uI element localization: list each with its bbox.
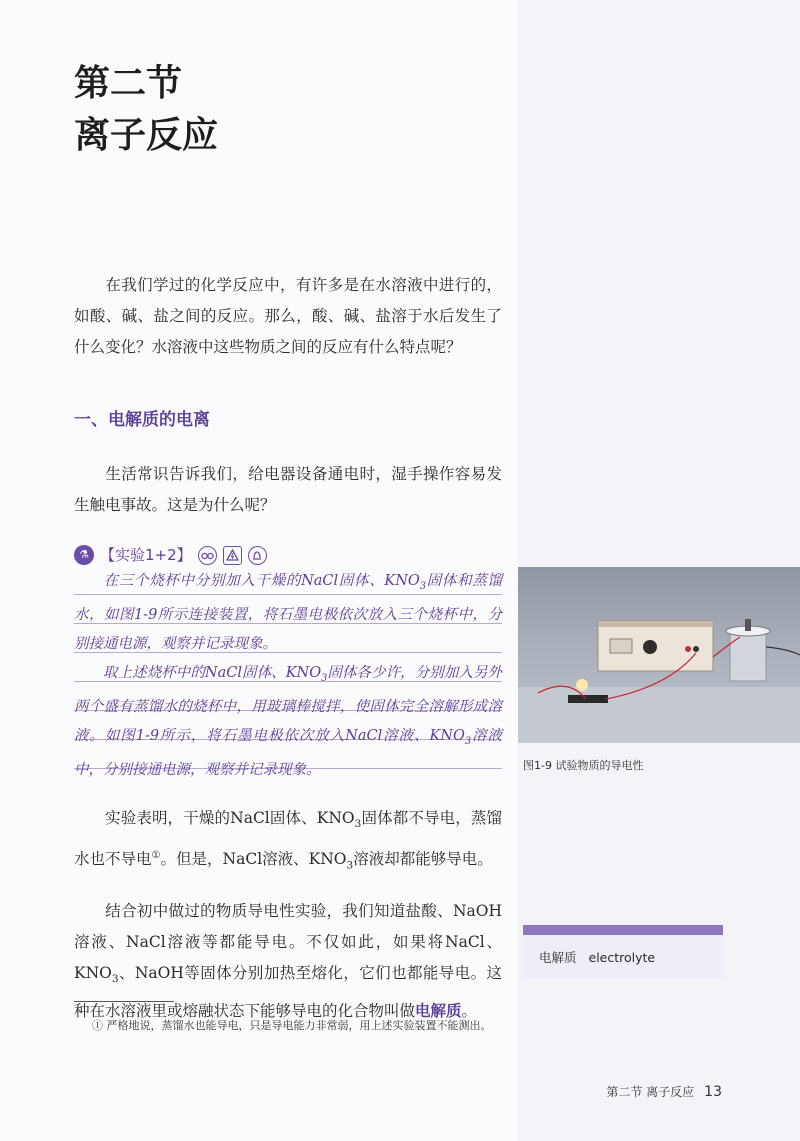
step2-part-c: 固体各少许，分别加入另外两个盛有蒸馏水的烧杯中，用玻璃棒搅拌，使固体完全溶解形成溶液。如图1-9所示，将石墨电极依次放入NaCl溶液、KNO (74, 664, 502, 744)
definition-subscript: 3 (111, 973, 119, 986)
term-electrolyte: 电解质 (415, 1001, 462, 1021)
footnote-1: ① 严格地说，蒸馏水也能导电，只是导电能力非常弱，用上述实验装置不能测出。 (92, 1019, 492, 1032)
glossary-box (523, 925, 723, 979)
footer-section-label: 第二节 离子反应 (606, 1085, 695, 1099)
electric-hazard-icon (223, 546, 242, 565)
experiment-label: 【实验1+2】 (100, 546, 192, 564)
step2-part-e: 溶液中，分别接通电源，观察并记录现象。 (74, 727, 503, 778)
heading-electrolyte-ionization: 一、电解质的电离 (74, 410, 210, 430)
results-part-f: 溶液却都能够导电。 (353, 850, 493, 869)
experiment-procedure (74, 567, 502, 785)
paragraph-experiment-results (74, 803, 502, 881)
step2-subscript-1: 3 (321, 672, 328, 684)
figure-caption: 图1-9 试验物质的导电性 (523, 759, 644, 772)
footnote-reference-1[interactable]: ① (151, 850, 161, 862)
footnote-divider (74, 1001, 174, 1002)
step2-part-a: 取上述烧杯中的NaCl固体、KNO (103, 664, 322, 681)
goggles-icon (198, 546, 217, 565)
glossary-chinese-term: 电解质 (539, 950, 577, 965)
step1-subscript: 3 (419, 580, 427, 592)
definition-part-c: 、NaOH等固体分别加热至熔化，它们也都能导电。这种在水溶液里或熔融状态下能够导电的化合物叫做 (74, 964, 502, 1021)
step2-subscript-2: 3 (464, 735, 472, 747)
results-part-d: 。但是，NaCl溶液、KNO (160, 850, 347, 869)
results-subscript-2: 3 (346, 859, 354, 872)
definition-part-d: 。 (461, 1002, 478, 1021)
results-part-c: 固体都不导电，蒸馏水也不导电 (74, 809, 502, 869)
step1-part-c: 固体和蒸馏水，如图1-9所示连接装置，将石墨电极依次放入三个烧杯中，分别接通电源，观察并记录现象。 (74, 573, 502, 652)
intro-paragraph (74, 270, 502, 363)
experiment-header (74, 543, 267, 567)
experiment-icon: ⚗ (74, 545, 94, 565)
section-title-block (74, 58, 218, 162)
section-number: 第二节 (74, 63, 183, 104)
paragraph-life-text: 生活常识告诉我们，给电器设备通电时，湿手操作容易发生触电事故。这是为什么呢？ (74, 465, 502, 514)
results-subscript-1: 3 (354, 818, 362, 831)
step1-part-a: 在三个烧杯中分别加入干燥的NaCl固体、KNO (103, 573, 420, 589)
results-part-a: 实验表明，干燥的NaCl固体、KNO (105, 809, 355, 827)
intro-text: 在我们学过的化学反应中，有许多是在水溶液中进行的，如酸、碱、盐之间的反应。那么，酸、碱、盐溶于水后发生了什么变化？水溶液中这些物质之间的反应有什么特点呢？ (74, 276, 502, 356)
glossary-english-term: electrolyte (588, 949, 656, 965)
page-number: 13 (704, 1084, 722, 1100)
experiment-step-1 (74, 567, 502, 659)
paragraph-life-common-sense (74, 459, 502, 521)
definition-part-a: 结合初中做过的物质导电性实验，我们知道盐酸、NaOH溶液、NaCl溶液等都能导电。不仅如此，如果将NaCl、KNO (74, 902, 502, 982)
paragraph-electrolyte-definition (74, 896, 502, 1027)
hand-wash-icon (248, 546, 267, 565)
section-title: 离子反应 (74, 115, 219, 156)
experiment-step-2 (74, 659, 502, 785)
page-footer (606, 1083, 722, 1100)
figure-conductivity-apparatus-photo (518, 567, 800, 743)
